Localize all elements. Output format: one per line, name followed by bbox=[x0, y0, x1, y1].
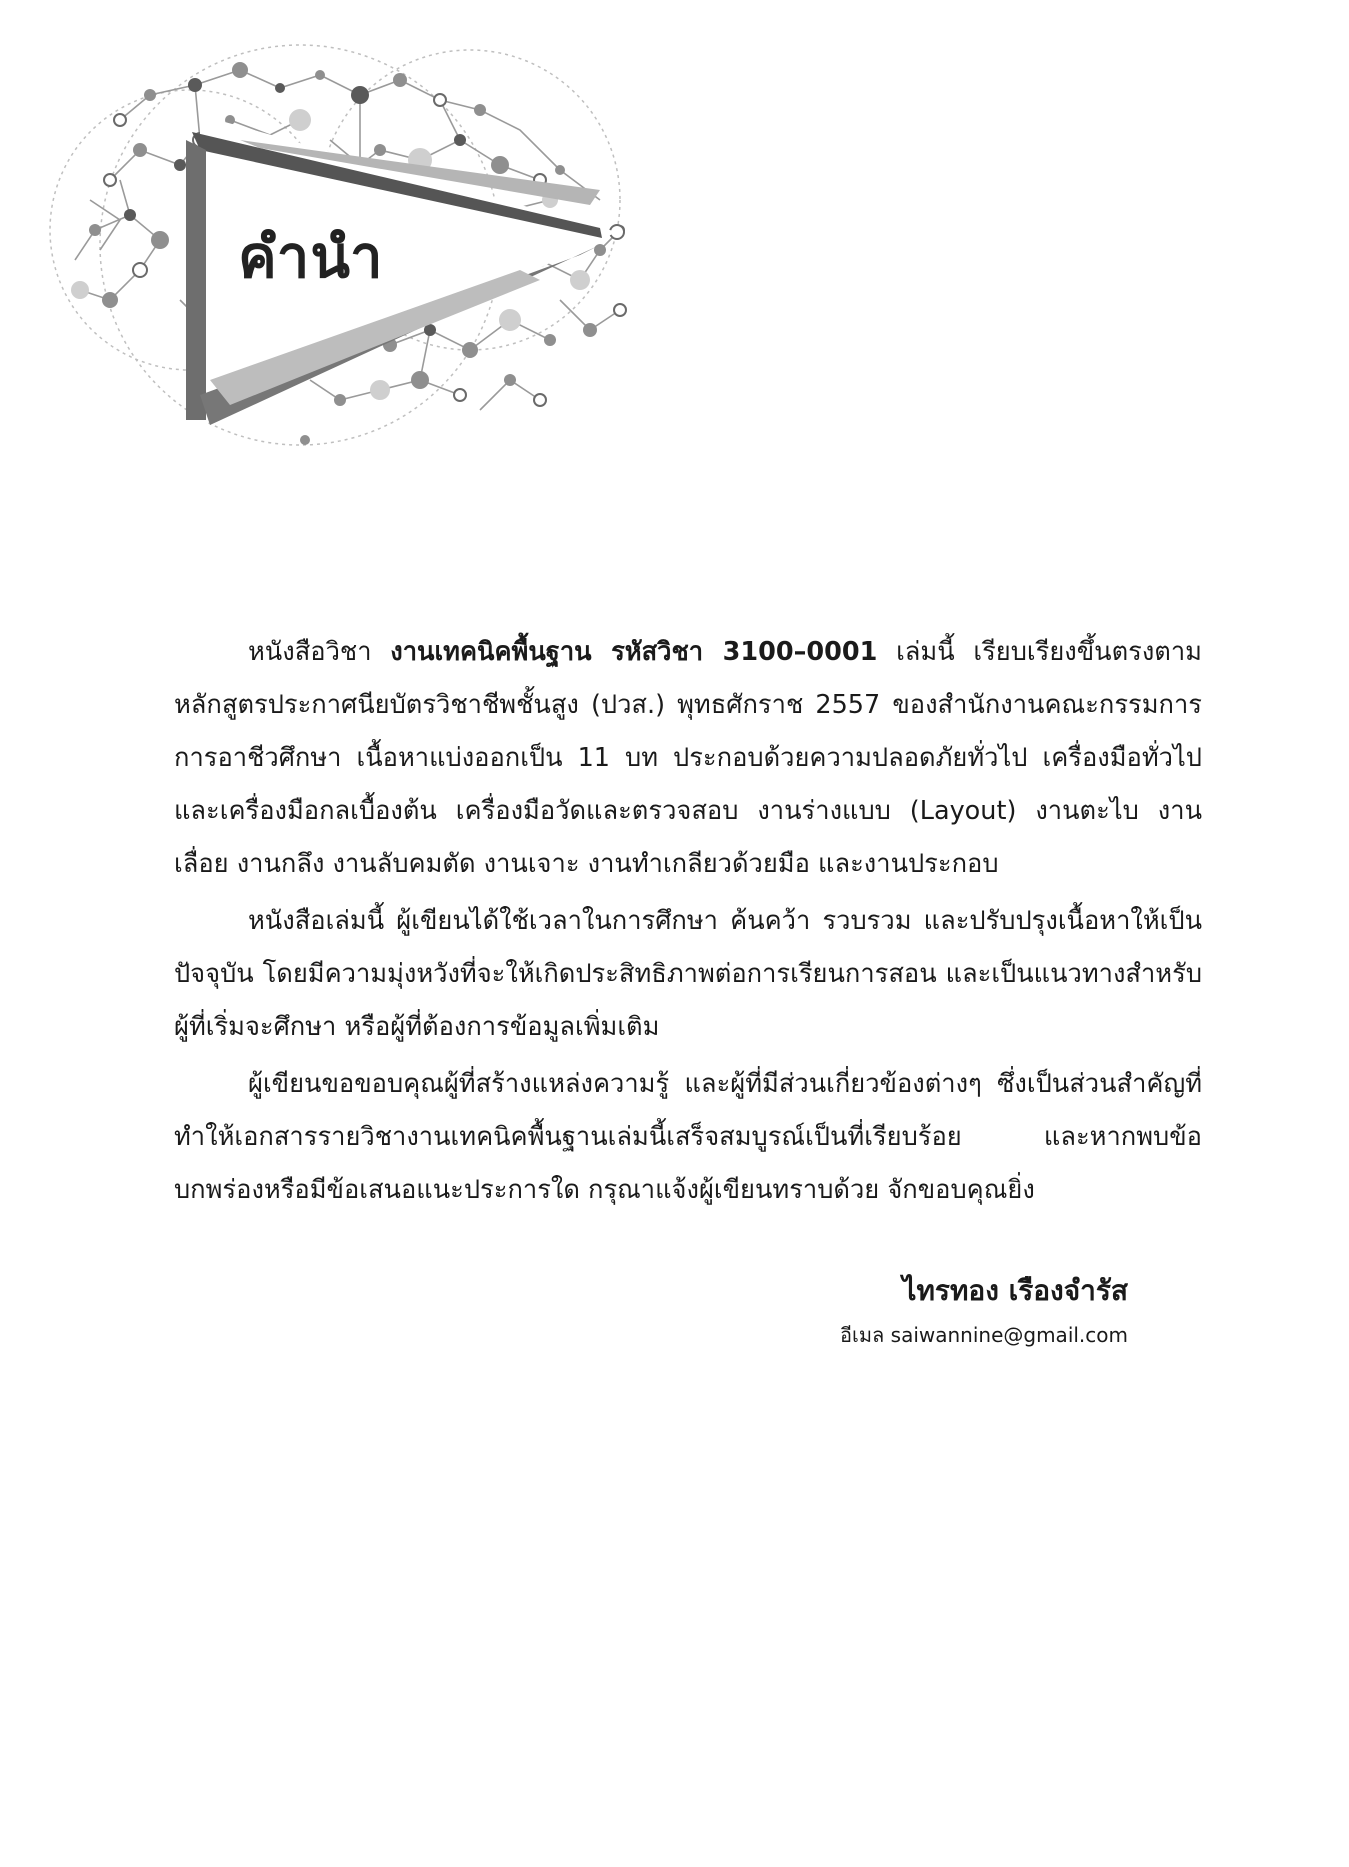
signature-block bbox=[700, 1270, 1128, 1354]
page-title: คำนำ bbox=[238, 223, 384, 291]
paragraph-1 bbox=[174, 626, 1202, 891]
paragraph-1-rest: เล่มนี้ เรียบเรียงขึ้นตรงตามหลักสูตรประกาศนียบัตรวิชาชีพชั้นสูง (ปวส.) พุทธศักราช 2557 ของสำนักงานคณะกรรมการการอาชีวศึกษา เนื้อหาแบ่งออกเป็น 11 บท ประกอบด้วยความปลอดภัยทั่วไป เครื่องมือทั่วไปและเครื่องมือกลเบื้องต้น เครื่องมือวัดและตรวจสอบ งานร่างแบบ (Layout) งานตะไบ งานเลื่อย งานกลึง งานลับคมตัด งานเจาะ งานทำเกลียวด้วยมือ และงานประกอบ bbox=[174, 637, 1202, 879]
paragraph-3: ผู้เขียนขอขอบคุณผู้ที่สร้างแหล่งความรู้ และผู้ที่มีส่วนเกี่ยวข้องต่างๆ ซึ่งเป็นส่วนสำคัญที่ทำให้เอกสารรายวิชางานเทคนิคพื้นฐานเล่มนี้เสร็จสมบูรณ์เป็นที่เรียบร้อย และหากพบข้อบกพร่องหรือมีข้อเสนอแนะประการใด กรุณาแจ้งผู้เขียนทราบด้วย จักขอบคุณยิ่ง bbox=[174, 1069, 1202, 1205]
paragraph-1-lead: หนังสือวิชา bbox=[248, 637, 391, 667]
author-name: ไทรทอง เรืองจำรัส bbox=[902, 1274, 1128, 1307]
course-name: งานเทคนิคพื้นฐาน รหัสวิชา 3100–0001 bbox=[390, 637, 878, 667]
preface-body bbox=[174, 626, 1202, 1217]
author-email: อีเมล saiwannine@gmail.com bbox=[840, 1323, 1128, 1347]
paragraph-2: หนังสือเล่มนี้ ผู้เขียนได้ใช้เวลาในการศึกษา ค้นคว้า รวบรวม และปรับปรุงเนื้อหาให้เป็นปัจจุบัน โดยมีความมุ่งหวังที่จะให้เกิดประสิทธิภาพต่อการเรียนการสอน และเป็นแนวทางสำหรับผู้ที่เริ่มจะศึกษา หรือผู้ที่ต้องการข้อมูลเพิ่มเติม bbox=[174, 906, 1202, 1042]
